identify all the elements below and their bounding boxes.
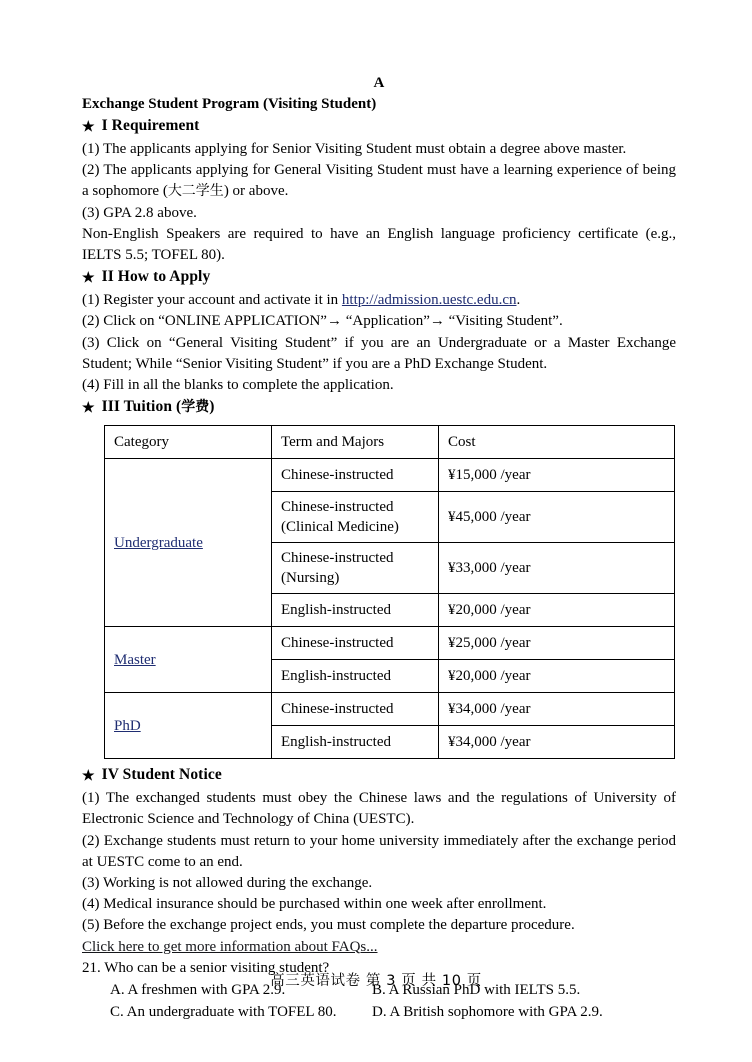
- heading-tuition: [82, 396, 676, 420]
- page-content: [82, 74, 676, 1023]
- category-cell-master: [105, 627, 272, 693]
- requirement-item-3: (3) GPA 2.8 above.: [82, 204, 197, 221]
- faq-link[interactable]: Click here to get more information about FAQs...: [82, 938, 378, 955]
- notice-item-5: (5) Before the exchange project ends, you must complete the departure procedure.: [82, 917, 575, 934]
- apply-item-4: (4) Fill in all the blanks to complete the application.: [82, 377, 394, 394]
- phd-link[interactable]: PhD: [114, 717, 141, 734]
- term-line-1: Chinese-instructed: [281, 550, 394, 567]
- star-icon: ★: [82, 401, 95, 417]
- notice-item-1: (1) The exchanged students must obey the Chinese laws and the regulations of University of Electronic Science and Technology of China (UESTC).: [82, 790, 676, 828]
- term-cell: English-instructed: [272, 594, 439, 627]
- category-cell-phd: [105, 693, 272, 759]
- heading-tuition-label: III Tuition (: [101, 398, 182, 416]
- faq-link-line: [82, 937, 676, 958]
- table-row: [105, 627, 675, 660]
- term-line-1: Chinese-instructed: [281, 499, 394, 516]
- term-cell: Chinese-instructed: [272, 693, 439, 726]
- category-cell-undergraduate: [105, 459, 272, 627]
- cost-cell: ¥33,000 /year: [439, 543, 675, 594]
- table-row: [105, 693, 675, 726]
- undergraduate-link[interactable]: Undergraduate: [114, 534, 203, 551]
- term-cell: English-instructed: [272, 726, 439, 759]
- option-row-cd: [110, 1002, 676, 1024]
- heading-how-to-apply-label: II How to Apply: [101, 268, 211, 286]
- heading-tuition-suffix: ): [209, 398, 215, 416]
- requirement-item-4: Non-English Speakers are required to have an English language proficiency certificate (e.g., IELTS 5.5; TOFEL 80).: [82, 225, 676, 264]
- option-c[interactable]: C. An undergraduate with TOFEL 80.: [110, 1003, 337, 1020]
- notice-item-2: (2) Exchange students must return to your home university immediately after the exchange period at UESTC come to an end.: [82, 832, 676, 870]
- cost-cell: ¥15,000 /year: [439, 459, 675, 492]
- term-cell: Chinese-instructed: [272, 459, 439, 492]
- heading-requirement-label: I Requirement: [101, 117, 200, 134]
- column-header-cost: Cost: [439, 426, 675, 459]
- apply-item-1-suffix: .: [516, 292, 521, 309]
- document-title: Exchange Student Program (Visiting Student): [82, 96, 377, 112]
- heading-tuition-chinese: 学费: [181, 399, 210, 416]
- tuition-table: [104, 425, 675, 759]
- admission-website-link[interactable]: http://admission.uestc.edu.cn: [341, 292, 517, 309]
- star-icon: ★: [82, 120, 95, 135]
- column-header-term: Term and Majors: [272, 426, 439, 459]
- table-header-row: [105, 426, 675, 459]
- star-icon: ★: [82, 769, 95, 785]
- heading-student-notice: [82, 764, 676, 788]
- apply-item-2: (2) Click on “ONLINE APPLICATION”→ “Application”→ “Visiting Student”.: [82, 313, 563, 330]
- cost-cell: ¥20,000 /year: [439, 660, 675, 693]
- apply-item-1-prefix: (1) Register your account and activate it in: [82, 292, 342, 309]
- term-cell: [272, 543, 439, 594]
- heading-requirement: [82, 115, 676, 139]
- tuition-table-wrapper: [82, 425, 676, 759]
- notice-item-3: (3) Working is not allowed during the exchange.: [82, 875, 373, 892]
- term-line-2: (Nursing): [281, 570, 340, 587]
- requirement-item-2: [82, 160, 676, 202]
- option-d[interactable]: D. A British sophomore with GPA 2.9.: [372, 1003, 603, 1020]
- option-a[interactable]: A. A freshmen with GPA 2.9.: [110, 982, 286, 999]
- star-icon: ★: [82, 271, 95, 287]
- term-cell: Chinese-instructed: [272, 627, 439, 660]
- term-cell: [272, 492, 439, 543]
- term-line-2: (Clinical Medicine): [281, 519, 399, 536]
- page-footer: 高三英语试卷 第 3 页 共 10 页: [270, 973, 482, 989]
- table-row: [105, 459, 675, 492]
- cost-cell: ¥25,000 /year: [439, 627, 675, 660]
- option-b[interactable]: B. A Russian PhD with IELTS 5.5.: [372, 982, 581, 999]
- requirement-item-1: (1) The applicants applying for Senior Visiting Student must obtain a degree above master.: [82, 141, 627, 157]
- cost-cell: ¥34,000 /year: [439, 693, 675, 726]
- requirement-item-2-suffix: ) or above.: [223, 183, 289, 200]
- heading-student-notice-label: IV Student Notice: [101, 766, 222, 784]
- master-link[interactable]: Master: [114, 651, 156, 668]
- cost-cell: ¥34,000 /year: [439, 726, 675, 759]
- column-header-category: Category: [105, 426, 272, 459]
- requirement-item-2-prefix: (2) The applicants applying for General Visiting Student must have a learning experience of being a sophomore (: [82, 162, 676, 200]
- notice-item-4: (4) Medical insurance should be purchased within one week after enrollment.: [82, 896, 547, 913]
- apply-item-1: [82, 290, 676, 311]
- apply-item-3: (3) Click on “General Visiting Student” if you are an Undergraduate or a Master Exchange Student; While “Senior Visiting Student” if you are a PhD Exchange Student.: [82, 334, 676, 372]
- requirement-item-2-chinese: 大二学生: [167, 183, 224, 200]
- cost-cell: ¥45,000 /year: [439, 492, 675, 543]
- cost-cell: ¥20,000 /year: [439, 594, 675, 627]
- term-cell: English-instructed: [272, 660, 439, 693]
- heading-how-to-apply: [82, 266, 676, 290]
- section-letter: A: [373, 75, 385, 91]
- question-21-text: 21. Who can be a senior visiting student?: [82, 959, 330, 976]
